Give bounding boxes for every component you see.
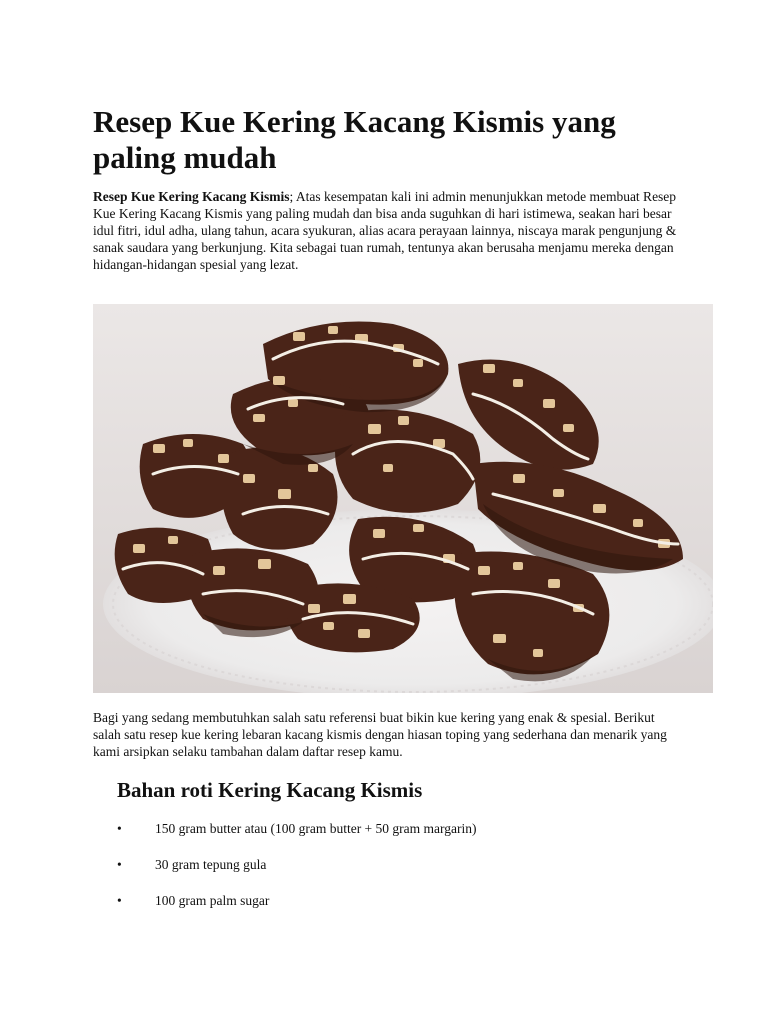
list-item-text: 100 gram palm sugar <box>155 893 270 908</box>
intro-paragraph <box>93 188 683 273</box>
intro-separator: ; <box>289 189 294 204</box>
ingredients-heading: Bahan roti Kering Kacang Kismis <box>117 778 423 802</box>
bullet-icon: • <box>117 893 122 908</box>
list-item-text: 30 gram tepung gula <box>155 857 267 872</box>
intro-text: Atas kesempatan kali ini admin menunjukkan metode membuat Resep Kue Kering Kacang Kismis yang paling mudah dan bisa anda suguhkan di hari istimewa, seakan hari besar idul fitri, idul adha, ulang tahun, acara syukuran, alias acara perayaan lainnya, niscaya marak pengunjung & sanak saudara yang berkunjung. Kita sebagai tuan rumah, tentunya akan berusaha menjamu mereka dengan hidangan-hidangan spesial yang lezat. <box>93 189 677 272</box>
body-paragraph: Bagi yang sedang membutuhkan salah satu referensi buat bikin kue kering yang enak & spesial. Berikut salah satu resep kue kering lebaran kacang kismis dengan hiasan toping yang sederhana dan menarik yang kami arsipkan selaku tambahan dalam daftar resep kamu. <box>93 710 667 759</box>
cookie-photo <box>93 304 713 693</box>
bullet-icon: • <box>117 821 122 836</box>
cookie-photo-illustration <box>93 304 713 693</box>
list-item-text: 150 gram butter atau (100 gram butter + 50 gram margarin) <box>155 821 477 836</box>
intro-lead: Resep Kue Kering Kacang Kismis <box>93 189 290 204</box>
bullet-icon: • <box>117 857 122 872</box>
page-title: Resep Kue Kering Kacang Kismis yang paling mudah <box>93 104 616 175</box>
